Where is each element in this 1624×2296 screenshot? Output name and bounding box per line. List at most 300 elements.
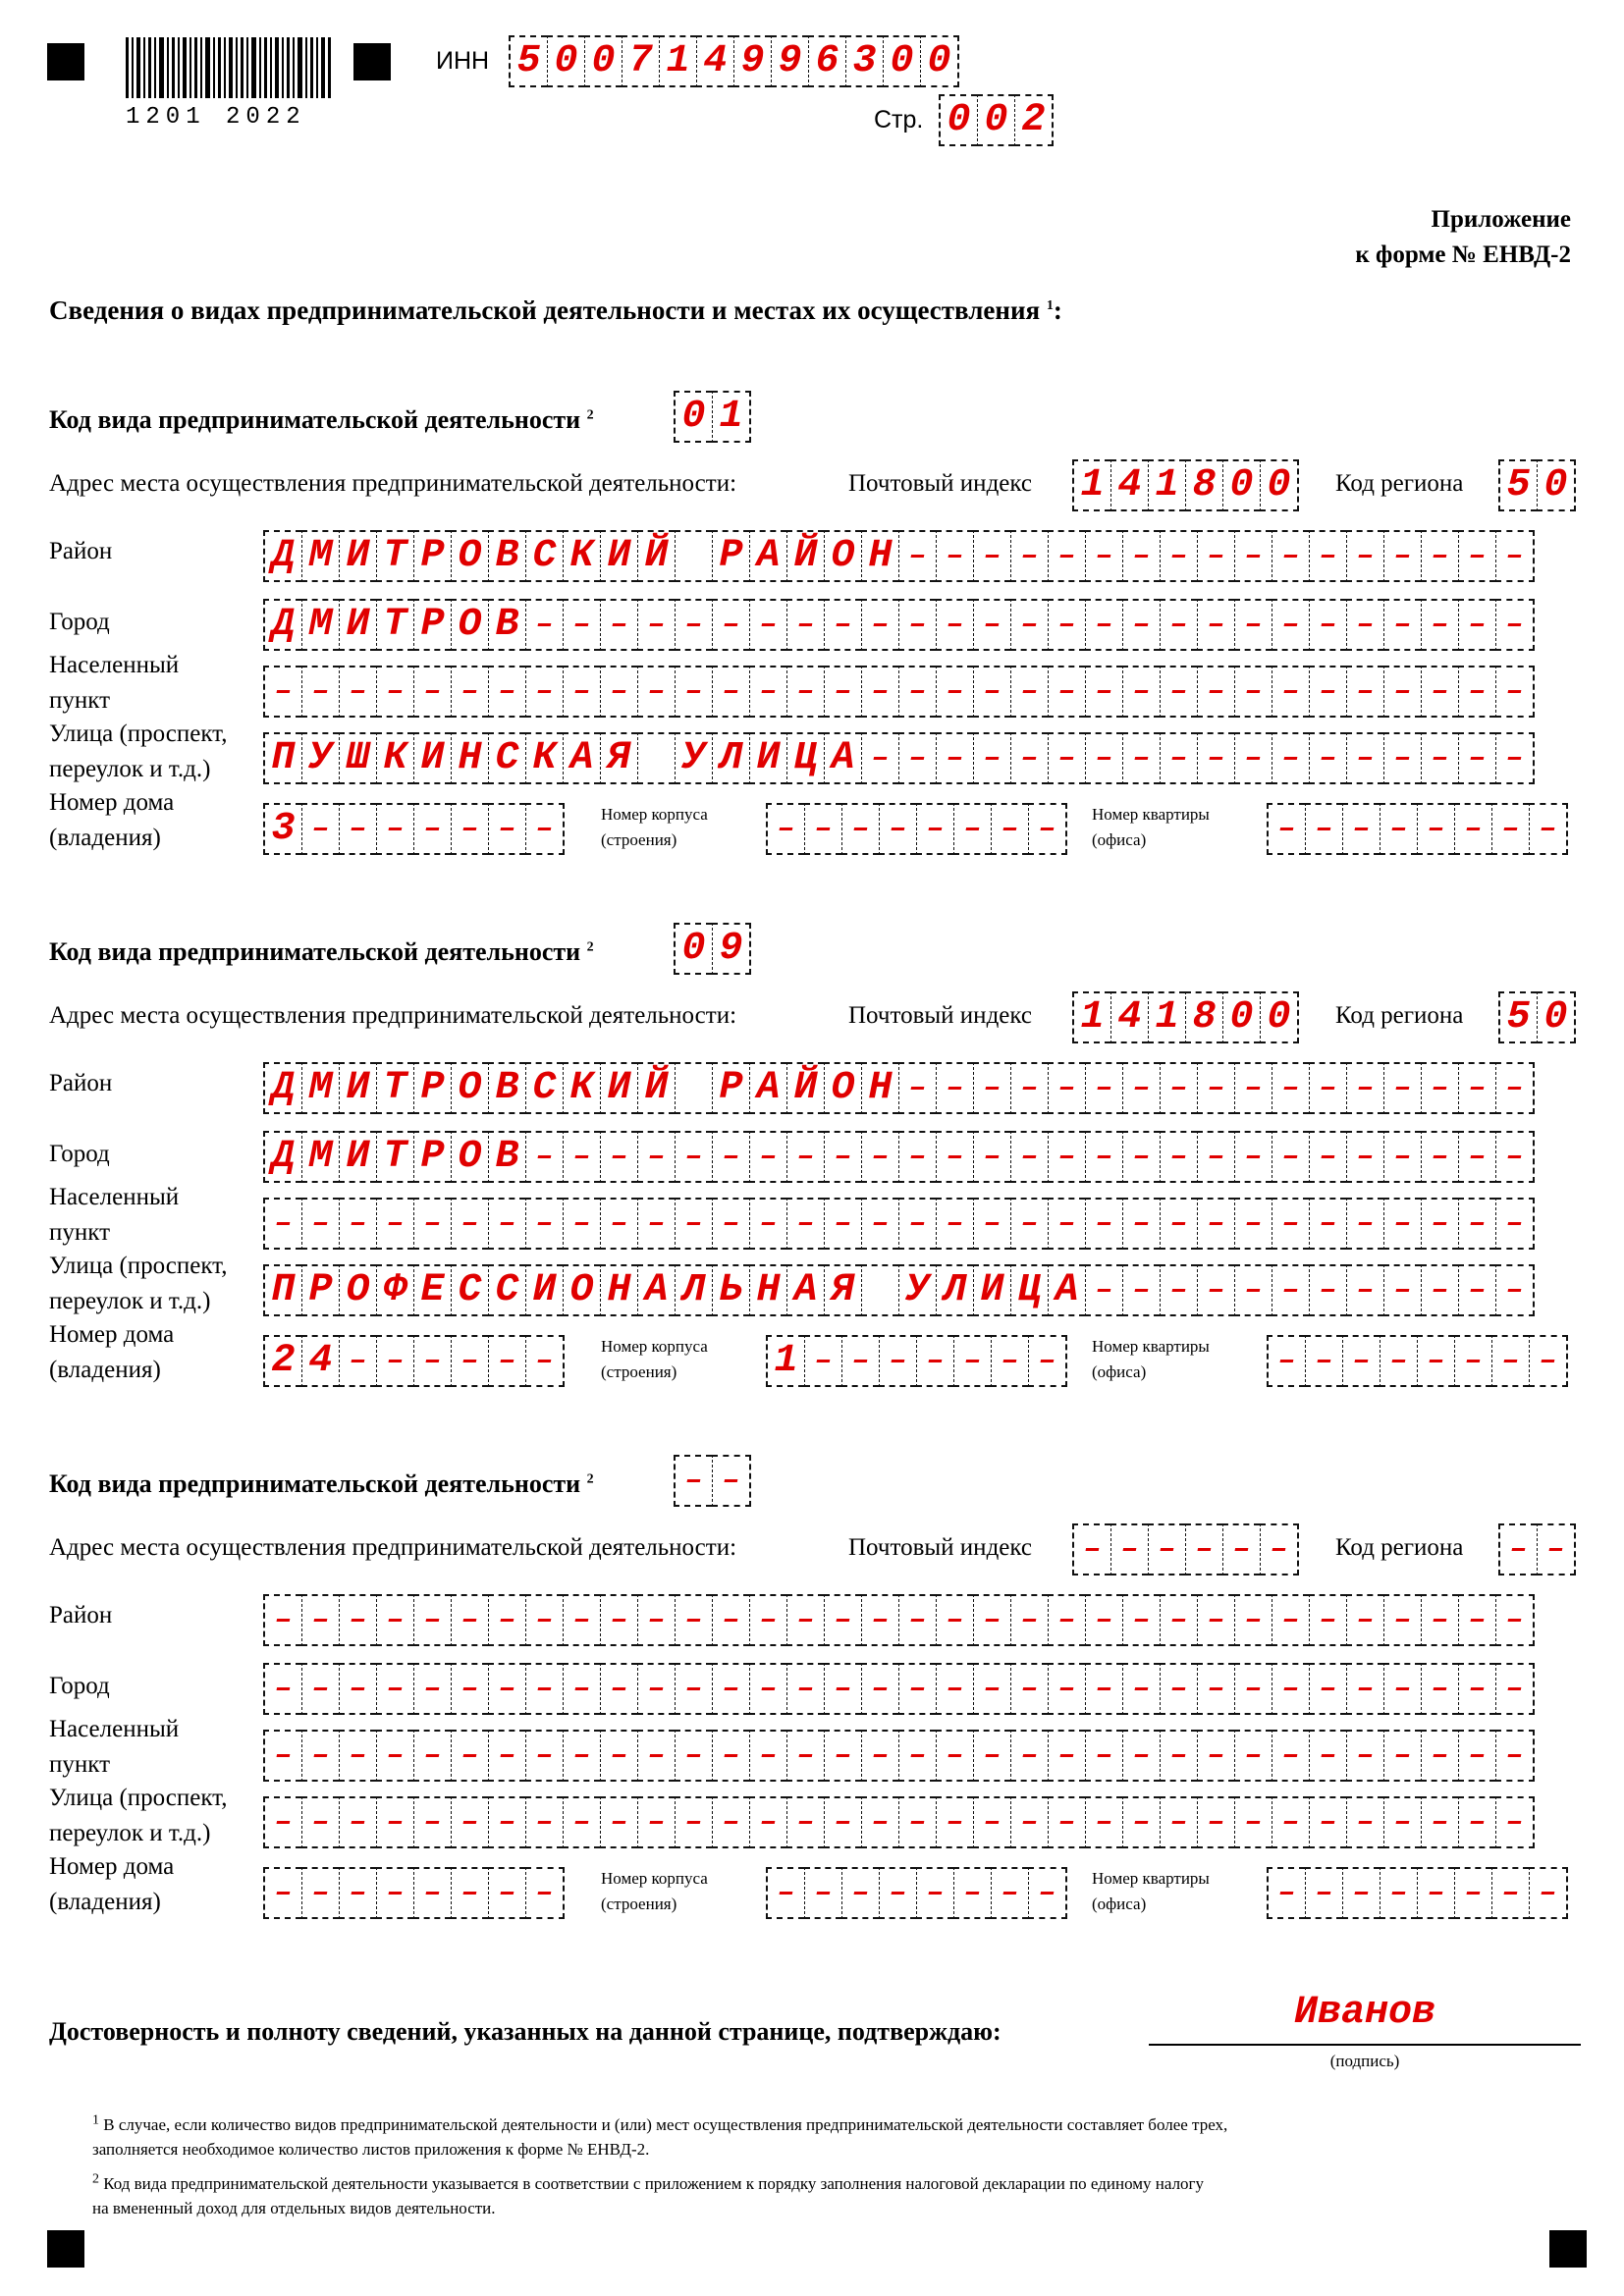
char-cell xyxy=(1458,1131,1495,1183)
building-label: (строения) xyxy=(601,1362,677,1381)
char-cell: 5 xyxy=(1498,459,1537,511)
char-cell xyxy=(451,1730,488,1782)
house-cells[interactable] xyxy=(263,1867,565,1917)
char-cell xyxy=(1197,732,1234,784)
char-cell xyxy=(1383,1730,1421,1782)
char-cell xyxy=(712,1730,749,1782)
char-cell xyxy=(1197,1264,1234,1316)
char-cell: 5 xyxy=(1498,991,1537,1043)
char-cell xyxy=(861,666,898,718)
char-cell: Ц xyxy=(786,732,824,784)
char-cell xyxy=(376,1663,413,1715)
char-cell xyxy=(749,1730,786,1782)
char-cell xyxy=(600,666,637,718)
char-cell: 1 xyxy=(1148,459,1185,511)
char-cell: Р xyxy=(413,1131,451,1183)
postal-index-cells[interactable] xyxy=(1072,459,1299,509)
char-cell xyxy=(824,666,861,718)
char-cell: К xyxy=(563,530,600,582)
char-cell xyxy=(1160,1796,1197,1848)
apartment-cells[interactable] xyxy=(1267,803,1568,853)
char-cell xyxy=(263,1796,301,1848)
char-cell xyxy=(1342,1335,1380,1387)
confirmation-text: Достоверность и полноту сведений, указанных на данной странице, подтверждаю: xyxy=(49,2017,1001,2046)
char-cell xyxy=(1421,1663,1458,1715)
char-cell xyxy=(675,1663,712,1715)
char-cell xyxy=(824,1730,861,1782)
char-cell xyxy=(1234,1730,1272,1782)
char-cell xyxy=(1160,1594,1197,1646)
char-cell xyxy=(525,1663,563,1715)
char-cell: Д xyxy=(263,1131,301,1183)
char-cell xyxy=(1305,1867,1342,1919)
char-cell xyxy=(1234,1796,1272,1848)
char-cell xyxy=(1383,1796,1421,1848)
char-cell xyxy=(301,1663,339,1715)
char-cell: В xyxy=(488,530,525,582)
char-cell xyxy=(1346,1131,1383,1183)
char-cell: В xyxy=(488,1062,525,1114)
activity-code-label: Код вида предпринимательской деятельности $^2$ xyxy=(49,405,594,434)
char-cell xyxy=(1495,1198,1535,1250)
char-cell: 0 xyxy=(977,94,1014,146)
char-cell xyxy=(1010,1131,1048,1183)
corner-marker-top-left xyxy=(47,43,84,80)
char-cell xyxy=(1495,1796,1535,1848)
char-cell xyxy=(991,1335,1028,1387)
char-cell xyxy=(675,1198,712,1250)
char-cell xyxy=(1383,1663,1421,1715)
char-cell xyxy=(786,1131,824,1183)
char-cell: О xyxy=(563,1264,600,1316)
char-cell xyxy=(263,1730,301,1782)
street-cells[interactable] xyxy=(263,732,1535,782)
char-cell xyxy=(973,1663,1010,1715)
district-cells[interactable] xyxy=(263,530,1535,580)
house-cells[interactable] xyxy=(263,803,565,853)
city-cells[interactable] xyxy=(263,599,1535,649)
char-cell xyxy=(488,803,525,855)
char-cell xyxy=(675,666,712,718)
char-cell xyxy=(1160,530,1197,582)
char-cell: 0 xyxy=(584,35,622,87)
char-cell xyxy=(1309,530,1346,582)
char-cell xyxy=(637,1796,675,1848)
char-cell: П xyxy=(263,1264,301,1316)
char-cell xyxy=(339,1663,376,1715)
char-cell xyxy=(413,666,451,718)
char-cell xyxy=(1309,732,1346,784)
signature-caption: (подпись) xyxy=(1329,2052,1400,2070)
char-cell xyxy=(600,599,637,651)
char-cell: 4 xyxy=(1110,459,1148,511)
barcode xyxy=(126,37,336,98)
char-cell xyxy=(936,1062,973,1114)
char-cell xyxy=(1272,599,1309,651)
char-cell xyxy=(1272,1663,1309,1715)
char-cell xyxy=(637,1198,675,1250)
char-cell: 1 xyxy=(766,1335,804,1387)
char-cell xyxy=(953,803,991,855)
region-code-cells[interactable] xyxy=(1498,1523,1576,1574)
char-cell xyxy=(841,803,879,855)
char-cell xyxy=(1346,732,1383,784)
char-cell xyxy=(936,1663,973,1715)
char-cell: К xyxy=(563,1062,600,1114)
char-cell xyxy=(263,1867,301,1919)
char-cell: И xyxy=(600,530,637,582)
char-cell xyxy=(1309,1594,1346,1646)
char-cell xyxy=(1309,1062,1346,1114)
char-cell xyxy=(1048,1663,1085,1715)
char-cell xyxy=(1085,1730,1122,1782)
signature[interactable]: Иванов xyxy=(1293,1991,1436,2035)
char-cell: Я xyxy=(600,732,637,784)
char-cell xyxy=(1234,599,1272,651)
char-cell xyxy=(413,1335,451,1387)
char-cell: У xyxy=(301,732,339,784)
char-cell: А xyxy=(824,732,861,784)
char-cell xyxy=(973,1131,1010,1183)
char-cell xyxy=(749,1198,786,1250)
settlement-label: пункт xyxy=(49,1219,110,1246)
char-cell xyxy=(488,1796,525,1848)
region-code-cells[interactable] xyxy=(1498,991,1576,1041)
char-cell: Р xyxy=(712,530,749,582)
char-cell: 0 xyxy=(920,35,959,87)
char-cell xyxy=(1529,1867,1568,1919)
char-cell xyxy=(1495,1131,1535,1183)
street-cells[interactable] xyxy=(263,1796,1535,1846)
char-cell: Л xyxy=(712,732,749,784)
char-cell xyxy=(766,803,804,855)
char-cell: 0 xyxy=(883,35,920,87)
char-cell xyxy=(916,803,953,855)
char-cell: Й xyxy=(786,1062,824,1114)
apartment-label: Номер квартиры xyxy=(1092,805,1210,824)
char-cell xyxy=(898,1062,936,1114)
settlement-cells[interactable] xyxy=(263,1198,1535,1248)
char-cell: 4 xyxy=(1110,991,1148,1043)
char-cell xyxy=(525,1594,563,1646)
char-cell xyxy=(1272,1062,1309,1114)
char-cell xyxy=(525,1796,563,1848)
char-cell xyxy=(936,666,973,718)
char-cell: Ь xyxy=(712,1264,749,1316)
char-cell: Т xyxy=(376,1062,413,1114)
char-cell xyxy=(1085,530,1122,582)
char-cell xyxy=(1197,1062,1234,1114)
char-cell xyxy=(1272,1131,1309,1183)
district-cells[interactable] xyxy=(263,1594,1535,1644)
building-label: (строения) xyxy=(601,830,677,849)
char-cell xyxy=(488,1594,525,1646)
char-cell xyxy=(1380,1335,1417,1387)
char-cell: Л xyxy=(936,1264,973,1316)
inn-cells[interactable] xyxy=(509,35,959,85)
char-cell xyxy=(451,1198,488,1250)
char-cell xyxy=(879,1867,916,1919)
char-cell xyxy=(1309,666,1346,718)
settlement-label: пункт xyxy=(49,1751,110,1778)
char-cell xyxy=(488,1198,525,1250)
char-cell xyxy=(1346,1796,1383,1848)
char-cell xyxy=(637,599,675,651)
char-cell xyxy=(1122,1730,1160,1782)
settlement-cells[interactable] xyxy=(263,1730,1535,1780)
char-cell xyxy=(301,1594,339,1646)
char-cell xyxy=(916,1867,953,1919)
char-cell xyxy=(1272,530,1309,582)
char-cell: 0 xyxy=(1260,991,1299,1043)
char-cell xyxy=(1309,1198,1346,1250)
char-cell: 1 xyxy=(1148,991,1185,1043)
building-cells[interactable] xyxy=(766,1867,1067,1917)
char-cell xyxy=(824,1796,861,1848)
char-cell xyxy=(488,1730,525,1782)
char-cell: 8 xyxy=(1185,991,1222,1043)
char-cell xyxy=(1309,599,1346,651)
char-cell: 2 xyxy=(263,1335,301,1387)
char-cell xyxy=(1234,666,1272,718)
char-cell xyxy=(936,599,973,651)
char-cell xyxy=(1495,1663,1535,1715)
char-cell xyxy=(563,1796,600,1848)
char-cell xyxy=(1234,732,1272,784)
char-cell xyxy=(1048,666,1085,718)
char-cell xyxy=(973,732,1010,784)
char-cell xyxy=(1383,1062,1421,1114)
corner-marker-bottom-left xyxy=(47,2230,84,2268)
char-cell xyxy=(451,1594,488,1646)
char-cell xyxy=(804,1335,841,1387)
char-cell: Л xyxy=(675,1264,712,1316)
char-cell xyxy=(1122,666,1160,718)
char-cell xyxy=(1028,803,1067,855)
char-cell xyxy=(1185,1523,1222,1575)
district-label: Район xyxy=(49,1070,113,1096)
region-code-label: Код региона xyxy=(1335,470,1464,497)
char-cell xyxy=(1383,1131,1421,1183)
char-cell: Т xyxy=(376,599,413,651)
char-cell xyxy=(1421,530,1458,582)
char-cell xyxy=(637,1730,675,1782)
char-cell xyxy=(1085,1131,1122,1183)
char-cell: 1 xyxy=(712,391,751,443)
activity-code-cells[interactable] xyxy=(674,1455,751,1505)
char-cell xyxy=(525,599,563,651)
char-cell: 1 xyxy=(1072,991,1110,1043)
district-label: Район xyxy=(49,1602,113,1629)
house-cells[interactable] xyxy=(263,1335,565,1385)
char-cell: 9 xyxy=(712,923,751,975)
char-cell: М xyxy=(301,1062,339,1114)
char-cell: Н xyxy=(861,1062,898,1114)
postal-index-label: Почтовый индекс xyxy=(848,1534,1032,1561)
postal-index-cells[interactable] xyxy=(1072,991,1299,1041)
appendix-line2: к форме № ЕНВД-2 xyxy=(1355,241,1571,268)
char-cell: Я xyxy=(824,1264,861,1316)
char-cell xyxy=(376,666,413,718)
char-cell xyxy=(1383,599,1421,651)
char-cell xyxy=(1234,1131,1272,1183)
char-cell: Н xyxy=(451,732,488,784)
char-cell xyxy=(1197,1730,1234,1782)
apartment-cells[interactable] xyxy=(1267,1867,1568,1917)
char-cell xyxy=(488,666,525,718)
char-cell xyxy=(376,1594,413,1646)
char-cell xyxy=(1421,1264,1458,1316)
char-cell xyxy=(563,1131,600,1183)
district-cells[interactable] xyxy=(263,1062,1535,1112)
char-cell: 2 xyxy=(1014,94,1054,146)
activity-code-cells[interactable] xyxy=(674,391,751,441)
char-cell xyxy=(1010,1198,1048,1250)
char-cell xyxy=(1342,803,1380,855)
char-cell: Е xyxy=(413,1264,451,1316)
char-cell xyxy=(879,1335,916,1387)
char-cell: Р xyxy=(712,1062,749,1114)
activity-code-cells[interactable] xyxy=(674,923,751,973)
building-label: (строения) xyxy=(601,1895,677,1913)
char-cell xyxy=(1085,666,1122,718)
char-cell xyxy=(898,732,936,784)
char-cell: Р xyxy=(301,1264,339,1316)
postal-index-cells[interactable] xyxy=(1072,1523,1299,1574)
char-cell xyxy=(712,599,749,651)
char-cell xyxy=(1267,803,1305,855)
page-label: Стр. xyxy=(874,106,924,133)
char-cell: И xyxy=(339,1131,376,1183)
char-cell xyxy=(563,1663,600,1715)
char-cell: 0 xyxy=(1222,991,1260,1043)
building-cells[interactable] xyxy=(766,1335,1067,1385)
char-cell xyxy=(1383,732,1421,784)
char-cell xyxy=(749,1796,786,1848)
char-cell xyxy=(1458,530,1495,582)
char-cell xyxy=(1421,732,1458,784)
char-cell xyxy=(936,1594,973,1646)
settlement-label: пункт xyxy=(49,687,110,714)
region-code-cells[interactable] xyxy=(1498,459,1576,509)
char-cell xyxy=(1010,1663,1048,1715)
settlement-cells[interactable] xyxy=(263,666,1535,716)
char-cell xyxy=(804,803,841,855)
char-cell xyxy=(1491,1867,1529,1919)
house-label: (владения) xyxy=(49,1357,161,1383)
char-cell xyxy=(1272,1796,1309,1848)
char-cell xyxy=(339,1198,376,1250)
district-label: Район xyxy=(49,538,113,564)
char-cell xyxy=(973,666,1010,718)
char-cell xyxy=(637,666,675,718)
char-cell: 9 xyxy=(733,35,771,87)
char-cell xyxy=(339,1867,376,1919)
char-cell xyxy=(637,1594,675,1646)
street-label: Улица (проспект, xyxy=(49,1785,228,1811)
char-cell xyxy=(339,803,376,855)
char-cell: 3 xyxy=(845,35,883,87)
char-cell xyxy=(376,1867,413,1919)
apartment-cells[interactable] xyxy=(1267,1335,1568,1385)
char-cell xyxy=(1160,599,1197,651)
char-cell xyxy=(525,1131,563,1183)
char-cell xyxy=(898,666,936,718)
street-cells[interactable] xyxy=(263,1264,1535,1314)
city-cells[interactable] xyxy=(263,1131,1535,1181)
char-cell xyxy=(1272,1198,1309,1250)
char-cell xyxy=(1048,1594,1085,1646)
settlement-label: Населенный xyxy=(49,652,180,678)
char-cell xyxy=(1085,599,1122,651)
char-cell: Й xyxy=(637,1062,675,1114)
char-cell xyxy=(1085,1198,1122,1250)
char-cell: 1 xyxy=(1072,459,1110,511)
char-cell xyxy=(1491,1335,1529,1387)
char-cell: 0 xyxy=(547,35,584,87)
char-cell xyxy=(1454,1867,1491,1919)
building-cells[interactable] xyxy=(766,803,1067,853)
char-cell xyxy=(563,599,600,651)
char-cell xyxy=(712,1455,751,1507)
char-cell: Ф xyxy=(376,1264,413,1316)
house-label: (владения) xyxy=(49,825,161,851)
char-cell xyxy=(1197,1198,1234,1250)
char-cell xyxy=(936,1730,973,1782)
char-cell xyxy=(936,1198,973,1250)
char-cell xyxy=(451,1867,488,1919)
char-cell xyxy=(339,1335,376,1387)
char-cell xyxy=(413,1730,451,1782)
house-label: Номер дома xyxy=(49,1321,175,1348)
address-label: Адрес места осуществления предпринимательской деятельности: xyxy=(49,1534,737,1561)
char-cell: Д xyxy=(263,1062,301,1114)
street-label: переулок и т.д.) xyxy=(49,756,211,782)
char-cell: А xyxy=(749,1062,786,1114)
char-cell xyxy=(525,1198,563,1250)
char-cell: С xyxy=(488,1264,525,1316)
char-cell xyxy=(1160,1131,1197,1183)
char-cell xyxy=(953,1867,991,1919)
city-cells[interactable] xyxy=(263,1663,1535,1713)
char-cell xyxy=(1421,1730,1458,1782)
char-cell: И xyxy=(749,732,786,784)
char-cell xyxy=(376,803,413,855)
char-cell xyxy=(712,1594,749,1646)
char-cell xyxy=(749,599,786,651)
char-cell: К xyxy=(376,732,413,784)
char-cell xyxy=(637,1663,675,1715)
char-cell xyxy=(1272,1594,1309,1646)
char-cell xyxy=(1495,1730,1535,1782)
char-cell: 9 xyxy=(771,35,808,87)
char-cell xyxy=(1458,1594,1495,1646)
char-cell xyxy=(1160,1730,1197,1782)
char-cell xyxy=(525,803,565,855)
char-cell xyxy=(1122,1264,1160,1316)
char-cell xyxy=(451,1335,488,1387)
barcode-number: 1201 2022 xyxy=(126,104,306,131)
char-cell xyxy=(1305,1335,1342,1387)
char-cell: 4 xyxy=(301,1335,339,1387)
building-label: Номер корпуса xyxy=(601,1337,708,1356)
char-cell: Н xyxy=(600,1264,637,1316)
char-cell xyxy=(1010,1062,1048,1114)
char-cell xyxy=(675,1594,712,1646)
char-cell xyxy=(1197,1131,1234,1183)
char-cell xyxy=(451,1796,488,1848)
page-cells[interactable] xyxy=(939,94,1054,144)
